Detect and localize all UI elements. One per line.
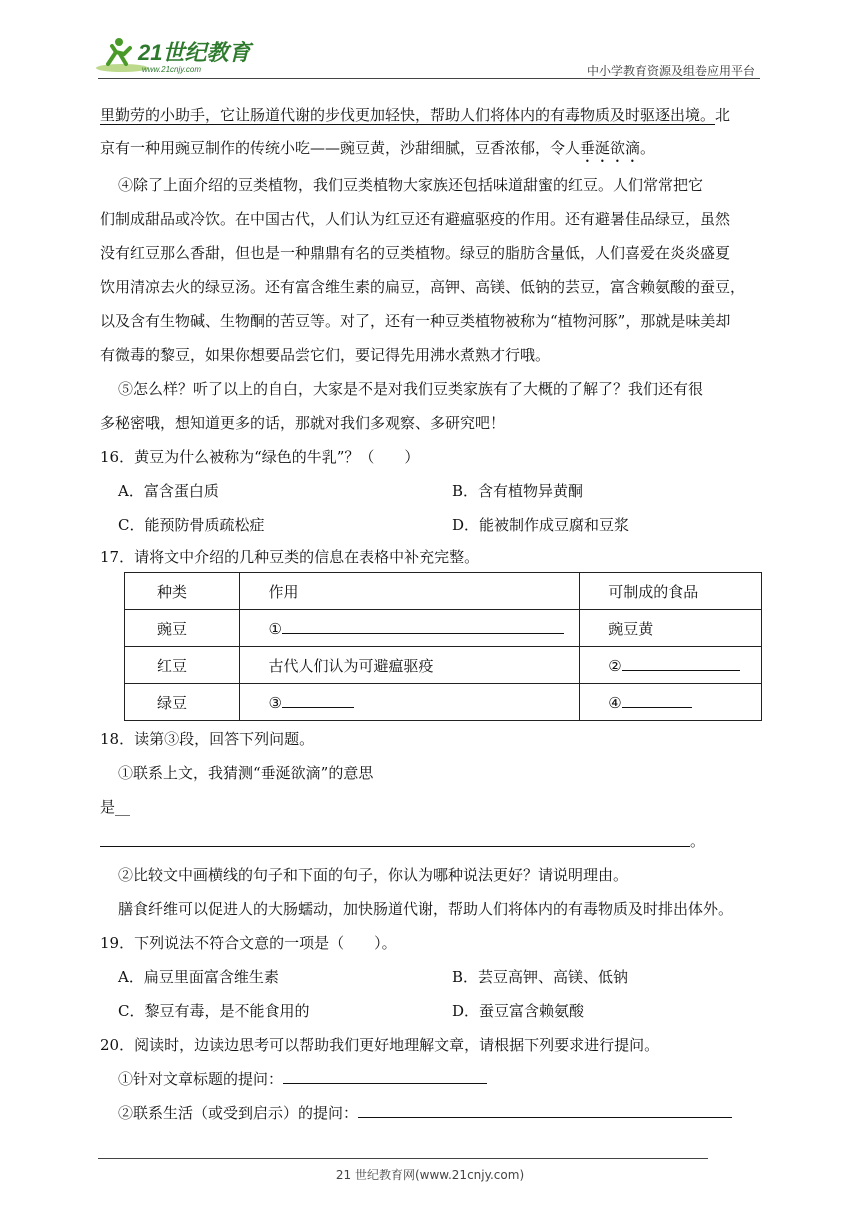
table-header-cell: 种类 xyxy=(125,573,240,610)
table-cell: 豌豆 xyxy=(125,610,240,647)
q19-option-b[interactable]: B．芸豆高钾、高镁、低钠 xyxy=(452,968,629,986)
passage-line: 没有红豆那么香甜，但也是一种鼎鼎有名的豆类植物。绿豆的脂肪含量低，人们喜爱在炎炎盛夏 xyxy=(100,244,731,262)
q18-sub1: ①联系上文，我猜测“垂涎欲滴”的意思 xyxy=(118,764,374,782)
answer-blank[interactable] xyxy=(282,619,564,634)
q19-stem: 19．下列说法不符合文意的一项是（ ）。 xyxy=(100,934,397,952)
q19-option-c[interactable]: C．黎豆有毒，是不能食用的 xyxy=(118,1002,310,1020)
table-cell[interactable]: ③ xyxy=(240,684,580,721)
q20-sub1: ①针对文章标题的提问： xyxy=(118,1062,783,1096)
table-header-cell: 可制成的食品 xyxy=(580,573,762,610)
table-row xyxy=(125,684,762,721)
header-divider xyxy=(98,78,760,79)
answer-blank[interactable] xyxy=(283,1069,487,1084)
footer-divider xyxy=(98,1158,708,1159)
site-logo xyxy=(92,34,262,78)
table-row xyxy=(125,610,762,647)
table-cell: 豌豆黄 xyxy=(580,610,762,647)
answer-blank[interactable] xyxy=(358,1103,732,1118)
passage-line: 多秘密哦，想知道更多的话，那就对我们多观察、多研究吧！ xyxy=(100,414,506,432)
q17-stem: 17．请将文中介绍的几种豆类的信息在表格中补充完整。 xyxy=(100,548,480,566)
table-cell[interactable]: ② xyxy=(580,647,762,684)
answer-blank[interactable] xyxy=(622,693,692,708)
q18-sentence: 膳食纤维可以促进人的大肠蠕动，加快肠道代谢，帮助人们将体内的有毒物质及时排出体外。 xyxy=(118,900,734,918)
q18-stem: 18．读第③段，回答下列问题。 xyxy=(100,730,315,748)
passage-line: ④除了上面介绍的豆类植物，我们豆类植物大家族还包括味道甜蜜的红豆。人们常常把它 xyxy=(118,176,704,194)
passage-line: 们制成甜品或冷饮。在中国古代，人们认为红豆还有避瘟驱疫的作用。还有避暑佳品绿豆，虽然 xyxy=(100,210,731,228)
q18-sub1-is: 是__ xyxy=(100,798,131,816)
table-header-row xyxy=(125,573,762,610)
footer-text: 21 世纪教育网(www.21cnjy.com) xyxy=(335,1168,525,1182)
q16-option-a[interactable]: A．富含蛋白质 xyxy=(118,482,219,500)
beans-table xyxy=(124,572,762,721)
logo-text: 21世纪教育 xyxy=(138,40,251,65)
table-cell: 红豆 xyxy=(125,647,240,684)
q19-option-a[interactable]: A．扁豆里面富含维生素 xyxy=(118,968,279,986)
q16-option-d[interactable]: D．能被制作成豆腐和豆浆 xyxy=(452,516,630,534)
passage-line: 京有一种用豌豆制作的传统小吃——豌豆黄，沙甜细腻，豆香浓郁，令人垂涎欲滴。 xyxy=(100,139,656,157)
answer-line[interactable] xyxy=(100,846,690,847)
q16-option-b[interactable]: B．含有植物异黄酮 xyxy=(452,482,584,500)
table-row xyxy=(125,647,762,684)
table-cell[interactable]: ④ xyxy=(580,684,762,721)
passage-line: 有微毒的黎豆，如果你想要品尝它们，要记得先用沸水煮熟才行哦。 xyxy=(100,346,551,364)
logo-url: www.21cnjy.com xyxy=(142,65,201,74)
passage-line: 以及含有生物碱、生物酮的苦豆等。对了，还有一种豆类植物被称为“植物河豚”，那就是味美却 xyxy=(100,312,731,330)
header-platform-text: 中小学教育资源及组卷应用平台 xyxy=(586,64,755,78)
table-cell: 绿豆 xyxy=(125,684,240,721)
passage-line: 里勤劳的小助手，它让肠道代谢的步伐更加轻快，帮助人们将体内的有毒物质及时驱逐出境。北 xyxy=(100,106,731,124)
table-header-cell: 作用 xyxy=(240,573,580,610)
q19-option-d[interactable]: D．蚕豆富含赖氨酸 xyxy=(452,1002,585,1020)
q20-sub2: ②联系生活（或受到启示）的提问： xyxy=(118,1096,783,1130)
passage-line: ⑤怎么样？听了以上的自白，大家是不是对我们豆类家族有了大概的了解了？我们还有很 xyxy=(118,380,704,398)
table-cell[interactable]: ① xyxy=(240,610,580,647)
q20-stem: 20．阅读时，边读边思考可以帮助我们更好地理解文章，请根据下列要求进行提问。 xyxy=(100,1036,660,1054)
q16-stem: 16．黄豆为什么被称为“绿色的牛乳”？（ ） xyxy=(100,448,420,466)
q16-option-c[interactable]: C．能预防骨质疏松症 xyxy=(118,516,265,534)
table-cell: 古代人们认为可避瘟驱疫 xyxy=(240,647,580,684)
answer-blank[interactable] xyxy=(622,656,740,671)
answer-blank[interactable] xyxy=(282,693,354,708)
dotted-phrase: 垂涎欲滴 xyxy=(580,139,641,157)
underlined-sentence: 里勤劳的小助手，它让肠道代谢的步伐更加轻快，帮助人们将体内的有毒物质及时驱逐出境。 xyxy=(100,106,716,124)
passage-line: 饮用清凉去火的绿豆汤。还有富含维生素的扁豆，高钾、高镁、低钠的芸豆，富含赖氨酸的蚕豆， xyxy=(100,278,746,296)
q18-sub2: ②比较文中画横线的句子和下面的句子，你认为哪种说法更好？请说明理由。 xyxy=(118,866,629,884)
